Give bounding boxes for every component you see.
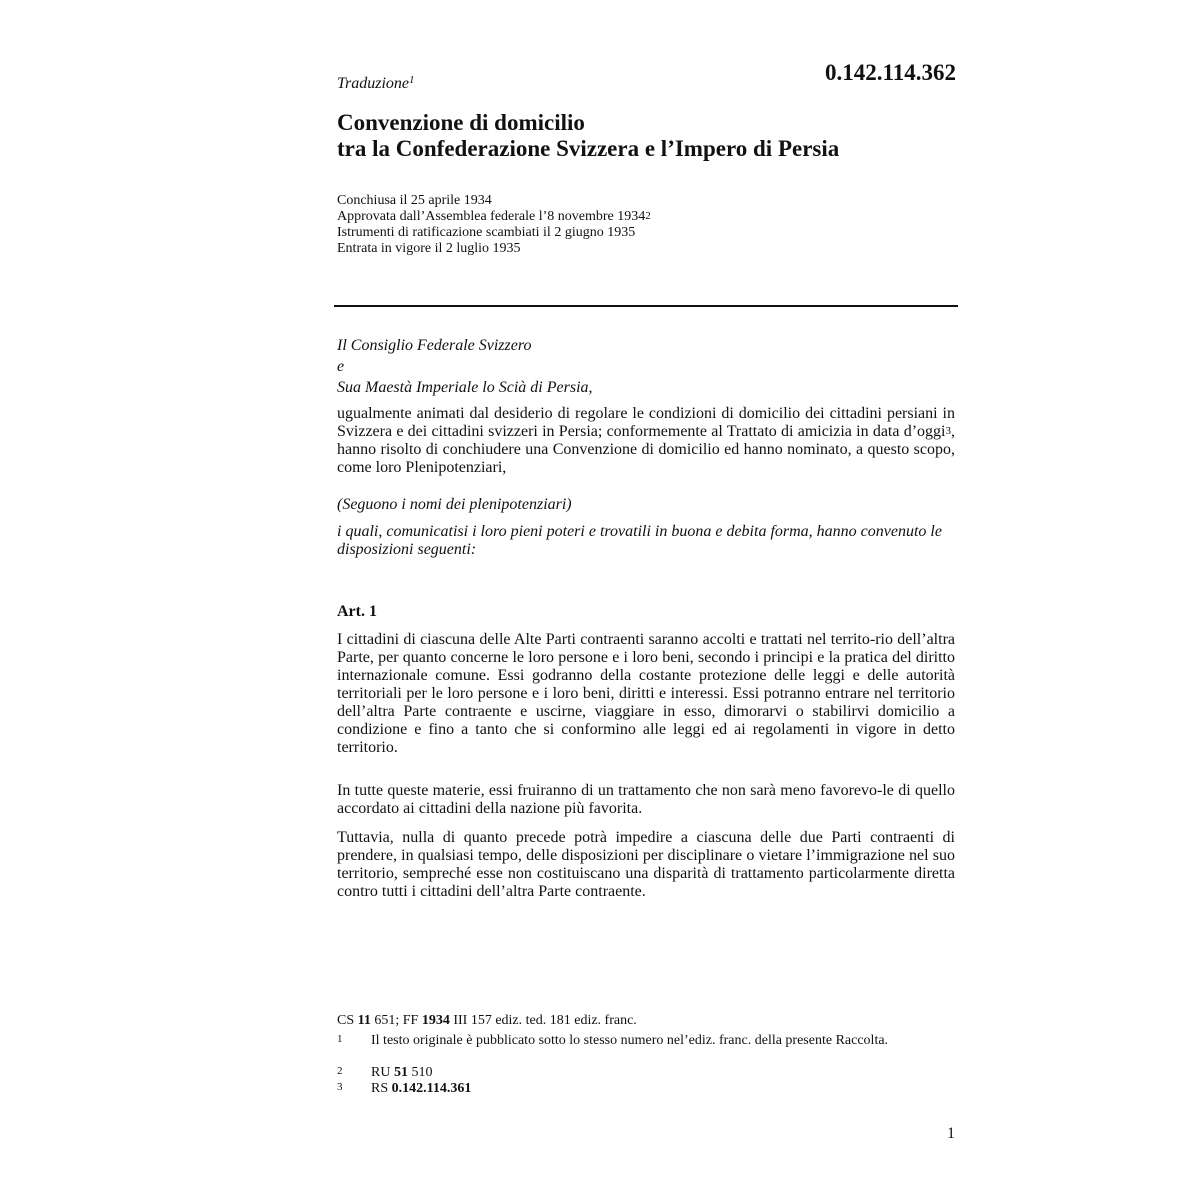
fn2-b: 51 xyxy=(393,1065,408,1080)
fn-source-d: 1934 xyxy=(421,1013,450,1028)
preamble-paragraph-part-1: ugualmente animati dal desiderio di regolare le condizioni di domicilio dei cittadini persiani in Svizzera e dei cittadini svizzeri in Persia; conformemente al Trattato di amicizia in data d’oggi xyxy=(337,405,955,440)
title-line-2: tra la Confederazione Svizzera e l’Impero di Persia xyxy=(337,136,840,161)
meta-in-force: Entrata in vigore il 2 luglio 1935 xyxy=(337,241,521,256)
preamble-paragraph xyxy=(337,405,955,477)
footnote-source xyxy=(337,1013,637,1029)
article-1-paragraph-1: I cittadini di ciascuna delle Alte Parti contraenti saranno accolti e trattati nel territo-rio dell’altra Parte, per quanto concerne le loro persone e i loro beni, secondo i principi e la pratica del diritto internazionale comune. Essi godranno della costante protezione delle leggi e delle autorità territoriali per le loro persone e i loro beni, diritti e interessi. Essi potranno entrare nel territorio dell’altra Parte contraente e uscirne, viaggiare in esso, dimorarvi o stabilirvi domicilio a condizione e fino a tanto che si conformino alle leggi ed ai regolamenti in vigore in detto territorio. xyxy=(337,631,955,756)
footnote-2-number: 2 xyxy=(337,1065,343,1077)
footnote-3 xyxy=(337,1082,937,1098)
meta-concluded: Conchiusa il 25 aprile 1934 xyxy=(337,193,492,208)
title-line-1: Convenzione di domicilio xyxy=(337,110,585,135)
sr-number: 0.142.114.362 xyxy=(825,60,956,85)
article-1-heading: Art. 1 xyxy=(337,603,377,620)
fn3-b: 0.142.114.361 xyxy=(391,1081,472,1096)
header-divider xyxy=(334,305,958,307)
article-1-paragraph-2: In tutte queste materie, essi fruiranno di un trattamento che non sarà meno favorevo-le di quello accordato ai cittadini della nazione più favorita. xyxy=(337,782,955,817)
fn-source-b: 11 xyxy=(357,1013,371,1028)
footnote-ref-2[interactable]: 2 xyxy=(645,210,651,222)
preamble-paragraph-part-2: , hanno risolto di conchiudere una Convenzione di domicilio ed hanno nominato, a questo scopo, come loro Plenipotenziari, xyxy=(337,423,955,476)
preamble-party-1: Il Consiglio Federale Svizzero xyxy=(337,337,532,354)
meta-approved xyxy=(337,209,651,225)
footnote-ref-1[interactable]: 1 xyxy=(409,74,415,86)
fn-source-c: 651; FF xyxy=(370,1013,422,1028)
footnote-3-number: 3 xyxy=(337,1081,343,1093)
footnote-1-number: 1 xyxy=(337,1033,343,1045)
translation-label xyxy=(337,75,415,93)
meta-ratification: Istrumenti di ratificazione scambiati il 2 giugno 1935 xyxy=(337,225,636,240)
document-metadata xyxy=(337,193,651,257)
preamble-conjunction: e xyxy=(337,358,345,375)
footnote-ref-3[interactable]: 3 xyxy=(945,425,951,437)
page-number: 1 xyxy=(947,1125,955,1142)
preamble-plenipotentiaries: (Seguono i nomi dei plenipotenziari) xyxy=(337,496,572,513)
translation-text: Traduzione xyxy=(337,75,410,92)
fn2-c: 510 xyxy=(407,1065,433,1080)
fn2-a: RU xyxy=(371,1065,394,1080)
article-1-paragraph-3: Tuttavia, nulla di quanto precede potrà impedire a ciascuna delle due Parti contraenti di prendere, in qualsiasi tempo, delle disposizioni per disciplinare o vietare l’immigrazione nel suo territorio, sempreché esse non costituiscano una disparità di trattamento particolarmente diretta contro tutti i cittadini dell’altra Parte contraente. xyxy=(337,829,955,900)
footnote-2 xyxy=(337,1066,937,1082)
footnote-1 xyxy=(337,1034,937,1064)
footnote-1-text: Il testo originale è pubblicato sotto lo stesso numero nel’ediz. franc. della presente Raccolta. xyxy=(371,1033,889,1048)
document-title xyxy=(337,110,839,162)
fn3-a: RS xyxy=(371,1081,392,1096)
fn-source-a: CS xyxy=(337,1013,358,1028)
meta-approved-text: Approvata dall’Assemblea federale l’8 novembre 1934 xyxy=(337,209,646,224)
footnote-2-text xyxy=(371,1066,941,1080)
preamble-party-2: Sua Maestà Imperiale lo Scià di Persia, xyxy=(337,379,593,396)
preamble-closing: i quali, comunicatisi i loro pieni poteri e trovatili in buona e debita forma, hanno convenuto le disposizioni seguenti: xyxy=(337,523,942,558)
footnote-3-text xyxy=(371,1082,941,1096)
fn-source-e: III 157 ediz. ted. 181 ediz. franc. xyxy=(449,1013,637,1028)
